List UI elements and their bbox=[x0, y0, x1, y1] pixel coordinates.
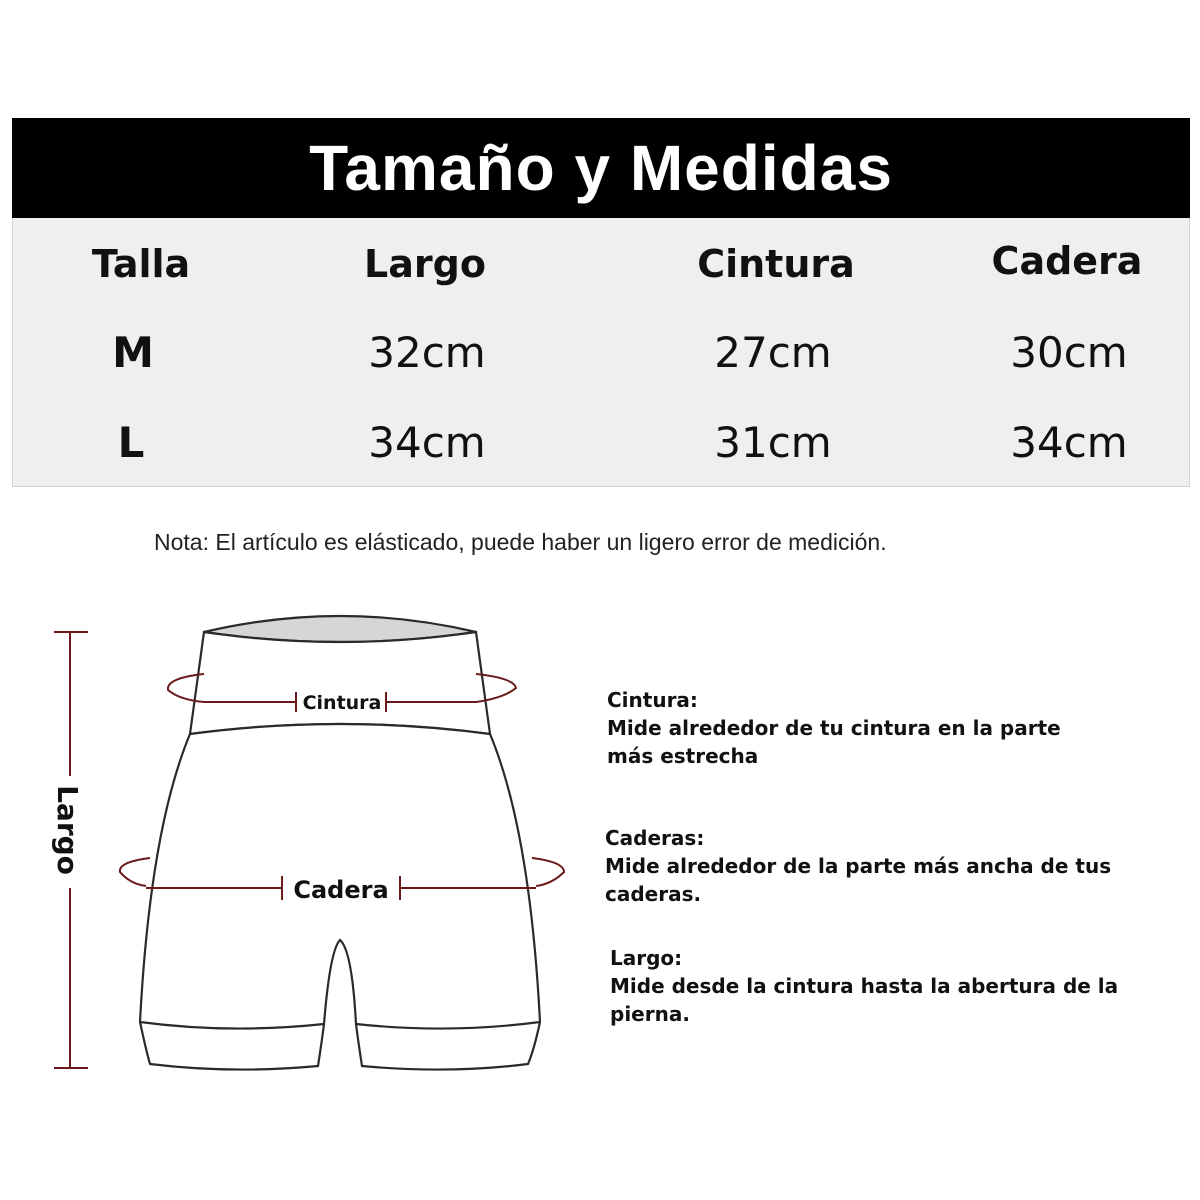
desc-caderas-line2: caderas. bbox=[605, 882, 702, 906]
cintura-label: Cintura bbox=[302, 692, 382, 714]
size-m: M bbox=[112, 328, 154, 377]
header-cadera: Cadera bbox=[991, 239, 1143, 283]
header-talla: Talla bbox=[91, 242, 191, 286]
largo-label: Largo bbox=[51, 785, 84, 875]
cadera-label: Cadera bbox=[293, 876, 389, 904]
l-largo: 34cm bbox=[368, 418, 486, 467]
header-largo: Largo bbox=[364, 242, 486, 286]
size-l: L bbox=[117, 418, 145, 467]
desc-largo-title: Largo: bbox=[610, 946, 683, 970]
desc-largo bbox=[610, 944, 1200, 1028]
l-cintura: 31cm bbox=[714, 418, 832, 467]
m-largo: 32cm bbox=[368, 328, 486, 377]
measurement-note: Nota: El artículo es elásticado, puede haber un ligero error de medición. bbox=[154, 529, 887, 555]
desc-cintura-line1: Mide alrededor de tu cintura en la parte bbox=[607, 716, 1061, 740]
desc-largo-line1: Mide desde la cintura hasta la abertura de la pierna. bbox=[610, 974, 1119, 1026]
m-cintura: 27cm bbox=[714, 328, 832, 377]
m-cadera: 30cm bbox=[1010, 328, 1128, 377]
header-cintura: Cintura bbox=[697, 242, 855, 286]
desc-cintura-line2: más estrecha bbox=[607, 744, 759, 768]
desc-cintura-title: Cintura: bbox=[607, 688, 698, 712]
desc-caderas bbox=[605, 824, 1111, 908]
l-cadera: 34cm bbox=[1010, 418, 1128, 467]
page-title: Tamaño y Medidas bbox=[309, 132, 893, 204]
desc-cintura bbox=[607, 686, 1061, 770]
desc-caderas-title: Caderas: bbox=[605, 826, 705, 850]
desc-caderas-line1: Mide alrededor de la parte más ancha de tus bbox=[605, 854, 1112, 878]
shorts-outline bbox=[140, 616, 540, 1070]
